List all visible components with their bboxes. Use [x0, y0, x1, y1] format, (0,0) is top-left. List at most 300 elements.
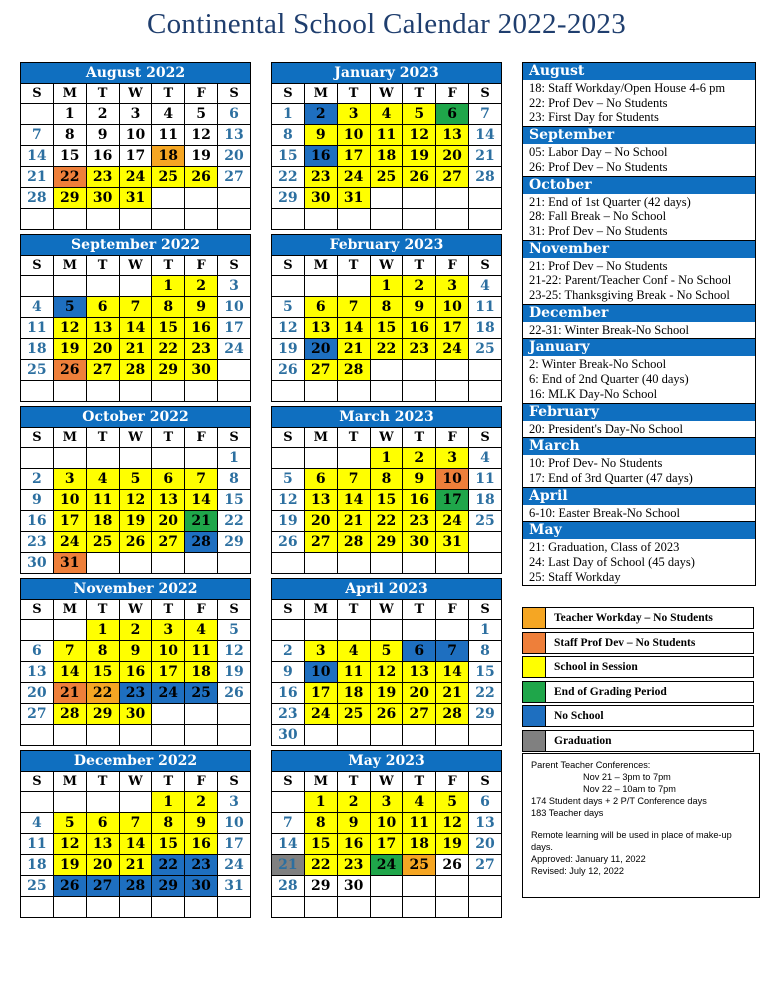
event-item: 24: Last Day of School (45 days): [529, 555, 695, 570]
weekday-label: T: [337, 600, 370, 620]
day-cell: 23: [272, 704, 305, 725]
teacher-days: 183 Teacher days: [531, 808, 604, 818]
day-cell: 2: [21, 469, 54, 490]
day-cell: 18: [185, 662, 218, 683]
month-calendar: [271, 406, 502, 574]
weekday-label: S: [272, 84, 305, 104]
day-cell: 26: [218, 683, 251, 704]
weekday-label: S: [21, 428, 54, 448]
day-cell: 11: [185, 641, 218, 662]
weekday-label: T: [152, 600, 185, 620]
day-cell: 17: [119, 146, 152, 167]
events-month-header: February: [523, 403, 755, 421]
day-cell: 12: [272, 318, 305, 339]
day-cell: [469, 725, 502, 746]
legend-label: End of Grading Period: [554, 685, 667, 698]
day-cell: 1: [370, 276, 403, 297]
day-cell: 4: [86, 469, 119, 490]
day-cell: 22: [218, 511, 251, 532]
day-cell: 12: [403, 125, 436, 146]
color-legend: [522, 607, 754, 754]
day-cell: 26: [185, 167, 218, 188]
day-cell: [403, 188, 436, 209]
weekday-label: T: [403, 600, 436, 620]
event-item: 6-10: Easter Break-No School: [529, 505, 681, 520]
day-cell: 25: [21, 360, 54, 381]
day-cell: 16: [119, 662, 152, 683]
day-cell: 20: [86, 855, 119, 876]
month-title: February 2023: [272, 235, 502, 256]
event-item: 21-22: Parent/Teacher Conf - No School: [529, 273, 732, 288]
day-cell: [469, 897, 502, 918]
legend-item: [522, 656, 754, 678]
day-cell: 21: [469, 146, 502, 167]
day-cell: 5: [272, 297, 305, 318]
day-cell: 21: [272, 855, 305, 876]
weekday-label: T: [86, 600, 119, 620]
ptc-time-1: Nov 21 – 3pm to 7pm: [583, 772, 671, 782]
day-cell: [403, 620, 436, 641]
day-cell: 29: [272, 188, 305, 209]
weekday-label: T: [86, 256, 119, 276]
day-cell: 28: [53, 704, 86, 725]
month-title: October 2022: [21, 407, 251, 428]
month-calendar: [271, 62, 502, 230]
day-cell: 22: [152, 339, 185, 360]
day-cell: 13: [86, 834, 119, 855]
weekday-label: T: [337, 772, 370, 792]
weekday-label: F: [185, 772, 218, 792]
day-cell: 10: [304, 662, 337, 683]
day-cell: 6: [403, 641, 436, 662]
day-cell: 3: [436, 448, 469, 469]
month-calendar: [20, 406, 251, 574]
day-cell: [86, 448, 119, 469]
legend-label: Graduation: [554, 734, 612, 747]
weekday-label: M: [304, 600, 337, 620]
day-cell: 26: [119, 532, 152, 553]
weekday-label: T: [337, 428, 370, 448]
day-cell: 23: [403, 339, 436, 360]
weekday-label: S: [218, 256, 251, 276]
day-cell: 17: [304, 683, 337, 704]
weekday-label: M: [304, 772, 337, 792]
day-cell: 11: [21, 318, 54, 339]
day-cell: [218, 360, 251, 381]
day-cell: 2: [185, 792, 218, 813]
day-cell: [337, 209, 370, 230]
day-cell: 12: [436, 813, 469, 834]
weekday-label: M: [53, 772, 86, 792]
day-cell: [53, 448, 86, 469]
day-cell: 11: [152, 125, 185, 146]
event-item: 17: End of 3rd Quarter (47 days): [529, 470, 693, 485]
weekday-label: T: [337, 256, 370, 276]
day-cell: 21: [337, 511, 370, 532]
month-title: April 2023: [272, 579, 502, 600]
day-cell: 26: [53, 876, 86, 897]
day-cell: 9: [119, 641, 152, 662]
student-days: 174 Student days + 2 P/T Conference days: [531, 796, 707, 806]
day-cell: 5: [119, 469, 152, 490]
month-title: September 2022: [21, 235, 251, 256]
day-cell: 15: [370, 490, 403, 511]
day-cell: 30: [86, 188, 119, 209]
day-cell: 24: [218, 339, 251, 360]
day-cell: 15: [304, 834, 337, 855]
day-cell: 28: [272, 876, 305, 897]
day-cell: 25: [86, 532, 119, 553]
day-cell: 30: [403, 532, 436, 553]
day-cell: [370, 188, 403, 209]
day-cell: 13: [218, 125, 251, 146]
day-cell: [403, 897, 436, 918]
day-cell: 26: [370, 704, 403, 725]
day-cell: [119, 381, 152, 402]
event-item: 21: Prof Dev – No Students: [529, 258, 668, 273]
weekday-label: F: [436, 600, 469, 620]
day-cell: 9: [337, 813, 370, 834]
day-cell: 22: [86, 683, 119, 704]
day-cell: 19: [53, 339, 86, 360]
legend-swatch: [523, 633, 546, 653]
day-cell: 19: [370, 683, 403, 704]
day-cell: [152, 553, 185, 574]
day-cell: 1: [370, 448, 403, 469]
day-cell: [370, 876, 403, 897]
day-cell: [403, 360, 436, 381]
day-cell: 16: [272, 683, 305, 704]
day-cell: [21, 792, 54, 813]
day-cell: 3: [218, 792, 251, 813]
day-cell: 8: [152, 297, 185, 318]
day-cell: 21: [119, 855, 152, 876]
legend-swatch: [523, 608, 546, 628]
day-cell: [370, 209, 403, 230]
day-cell: [21, 897, 54, 918]
day-cell: [337, 381, 370, 402]
day-cell: [304, 209, 337, 230]
day-cell: 6: [304, 297, 337, 318]
day-cell: 6: [21, 641, 54, 662]
weekday-label: S: [469, 772, 502, 792]
event-item: 25: Staff Workday: [529, 569, 621, 584]
weekday-label: W: [370, 600, 403, 620]
day-cell: 21: [119, 339, 152, 360]
weekday-label: M: [53, 256, 86, 276]
day-cell: 18: [86, 511, 119, 532]
day-cell: 30: [304, 188, 337, 209]
day-cell: 15: [152, 318, 185, 339]
day-cell: [272, 448, 305, 469]
day-cell: 23: [185, 339, 218, 360]
day-cell: 8: [469, 641, 502, 662]
weekday-label: M: [304, 84, 337, 104]
day-cell: 6: [86, 813, 119, 834]
day-cell: 28: [436, 704, 469, 725]
day-cell: 23: [86, 167, 119, 188]
day-cell: 27: [21, 704, 54, 725]
day-cell: 13: [86, 318, 119, 339]
day-cell: [218, 381, 251, 402]
day-cell: 16: [304, 146, 337, 167]
day-cell: 13: [21, 662, 54, 683]
day-cell: 13: [436, 125, 469, 146]
day-cell: 4: [403, 792, 436, 813]
weekday-label: W: [119, 256, 152, 276]
day-cell: [86, 276, 119, 297]
month-calendar: [271, 234, 502, 402]
day-cell: [185, 897, 218, 918]
day-cell: 17: [370, 834, 403, 855]
day-cell: 5: [436, 792, 469, 813]
day-cell: 12: [370, 662, 403, 683]
weekday-label: M: [304, 428, 337, 448]
day-cell: 10: [436, 297, 469, 318]
day-cell: [436, 620, 469, 641]
day-cell: 20: [304, 511, 337, 532]
day-cell: 20: [218, 146, 251, 167]
day-cell: [185, 725, 218, 746]
weekday-label: W: [119, 84, 152, 104]
day-cell: 9: [185, 297, 218, 318]
day-cell: [53, 276, 86, 297]
day-cell: [436, 360, 469, 381]
month-calendar: [20, 750, 251, 918]
month-title: December 2022: [21, 751, 251, 772]
day-cell: 20: [152, 511, 185, 532]
event-item: 20: President's Day-No School: [529, 421, 683, 436]
day-cell: 1: [152, 792, 185, 813]
day-cell: [469, 553, 502, 574]
day-cell: [403, 209, 436, 230]
day-cell: 18: [21, 339, 54, 360]
day-cell: [469, 188, 502, 209]
day-cell: 25: [370, 167, 403, 188]
day-cell: 2: [403, 448, 436, 469]
day-cell: 21: [53, 683, 86, 704]
day-cell: 30: [21, 553, 54, 574]
day-cell: 14: [436, 662, 469, 683]
day-cell: 18: [152, 146, 185, 167]
day-cell: 24: [436, 339, 469, 360]
day-cell: [21, 276, 54, 297]
day-cell: 8: [53, 125, 86, 146]
day-cell: 23: [337, 855, 370, 876]
day-cell: [218, 704, 251, 725]
weekday-label: S: [469, 84, 502, 104]
day-cell: 26: [53, 360, 86, 381]
day-cell: 9: [86, 125, 119, 146]
day-cell: 15: [218, 490, 251, 511]
day-cell: [304, 553, 337, 574]
weekday-label: S: [469, 600, 502, 620]
day-cell: [337, 725, 370, 746]
events-month-header: May: [523, 521, 755, 539]
day-cell: 24: [218, 855, 251, 876]
legend-item: [522, 730, 754, 752]
revised-date: Revised: July 12, 2022: [531, 866, 624, 876]
day-cell: 21: [185, 511, 218, 532]
legend-item: [522, 632, 754, 654]
day-cell: 20: [436, 146, 469, 167]
day-cell: 23: [119, 683, 152, 704]
day-cell: [436, 188, 469, 209]
day-cell: [469, 381, 502, 402]
day-cell: 14: [272, 834, 305, 855]
day-cell: [218, 553, 251, 574]
day-cell: [469, 876, 502, 897]
day-cell: 28: [21, 188, 54, 209]
day-cell: 24: [304, 704, 337, 725]
day-cell: 12: [53, 834, 86, 855]
day-cell: [185, 209, 218, 230]
day-cell: [304, 276, 337, 297]
day-cell: 2: [185, 276, 218, 297]
day-cell: 3: [53, 469, 86, 490]
notes-box: [522, 753, 760, 898]
day-cell: [337, 448, 370, 469]
day-cell: 23: [403, 511, 436, 532]
day-cell: 12: [119, 490, 152, 511]
day-cell: 7: [469, 104, 502, 125]
day-cell: 19: [403, 146, 436, 167]
day-cell: 16: [185, 318, 218, 339]
day-cell: 19: [53, 855, 86, 876]
day-cell: 8: [370, 469, 403, 490]
day-cell: 8: [218, 469, 251, 490]
weekday-label: F: [436, 256, 469, 276]
day-cell: 3: [152, 620, 185, 641]
day-cell: [304, 725, 337, 746]
day-cell: 15: [53, 146, 86, 167]
day-cell: 22: [469, 683, 502, 704]
day-cell: 24: [152, 683, 185, 704]
day-cell: 18: [337, 683, 370, 704]
day-cell: 29: [304, 876, 337, 897]
day-cell: 7: [436, 641, 469, 662]
day-cell: 19: [272, 511, 305, 532]
month-title: May 2023: [272, 751, 502, 772]
event-item: 28: Fall Break – No School: [529, 209, 667, 224]
weekday-label: S: [272, 256, 305, 276]
day-cell: [119, 209, 152, 230]
day-cell: [185, 448, 218, 469]
weekday-label: T: [86, 428, 119, 448]
day-cell: 21: [436, 683, 469, 704]
day-cell: 27: [304, 532, 337, 553]
day-cell: [337, 897, 370, 918]
weekday-label: T: [152, 772, 185, 792]
day-cell: 29: [218, 532, 251, 553]
weekday-label: T: [403, 772, 436, 792]
weekday-label: T: [152, 84, 185, 104]
day-cell: 15: [370, 318, 403, 339]
day-cell: 30: [185, 360, 218, 381]
day-cell: [403, 876, 436, 897]
day-cell: 27: [86, 876, 119, 897]
weekday-label: F: [436, 84, 469, 104]
day-cell: 19: [218, 662, 251, 683]
day-cell: 28: [119, 360, 152, 381]
month-title: January 2023: [272, 63, 502, 84]
day-cell: 22: [370, 511, 403, 532]
event-item: 22: Prof Dev – No Students: [529, 95, 668, 110]
day-cell: 28: [469, 167, 502, 188]
day-cell: [86, 792, 119, 813]
weekday-label: W: [370, 428, 403, 448]
day-cell: 10: [53, 490, 86, 511]
day-cell: 9: [403, 297, 436, 318]
day-cell: 18: [469, 318, 502, 339]
ptc-time-2: Nov 22 – 10am to 7pm: [583, 784, 676, 794]
legend-label: School in Session: [554, 661, 638, 673]
day-cell: 28: [337, 532, 370, 553]
day-cell: 17: [218, 318, 251, 339]
day-cell: 31: [53, 553, 86, 574]
day-cell: [21, 381, 54, 402]
events-month-header: November: [523, 240, 755, 258]
day-cell: 20: [86, 339, 119, 360]
day-cell: 10: [337, 125, 370, 146]
weekday-label: T: [86, 772, 119, 792]
day-cell: [53, 725, 86, 746]
day-cell: 19: [119, 511, 152, 532]
month-title: November 2022: [21, 579, 251, 600]
day-cell: [370, 381, 403, 402]
day-cell: 16: [403, 318, 436, 339]
day-cell: 7: [185, 469, 218, 490]
day-cell: 10: [119, 125, 152, 146]
day-cell: 20: [403, 683, 436, 704]
weekday-label: S: [469, 428, 502, 448]
day-cell: 4: [370, 104, 403, 125]
weekday-label: M: [53, 600, 86, 620]
day-cell: [436, 725, 469, 746]
day-cell: 30: [272, 725, 305, 746]
day-cell: [218, 897, 251, 918]
event-item: 05: Labor Day – No School: [529, 145, 668, 160]
day-cell: 11: [469, 297, 502, 318]
day-cell: 25: [403, 855, 436, 876]
day-cell: 17: [436, 318, 469, 339]
day-cell: [469, 532, 502, 553]
day-cell: 14: [53, 662, 86, 683]
weekday-label: S: [218, 84, 251, 104]
day-cell: 12: [218, 641, 251, 662]
day-cell: 7: [272, 813, 305, 834]
weekday-label: T: [152, 428, 185, 448]
day-cell: 10: [218, 297, 251, 318]
weekday-label: S: [21, 772, 54, 792]
month-calendar: [20, 62, 251, 230]
day-cell: 11: [21, 834, 54, 855]
day-cell: 14: [119, 318, 152, 339]
day-cell: 25: [185, 683, 218, 704]
day-cell: 6: [304, 469, 337, 490]
day-cell: 24: [370, 855, 403, 876]
day-cell: [403, 381, 436, 402]
day-cell: 11: [370, 125, 403, 146]
day-cell: 19: [436, 834, 469, 855]
day-cell: 8: [304, 813, 337, 834]
day-cell: [86, 553, 119, 574]
day-cell: [272, 620, 305, 641]
day-cell: 25: [21, 876, 54, 897]
day-cell: 22: [272, 167, 305, 188]
day-cell: 18: [21, 855, 54, 876]
day-cell: 3: [370, 792, 403, 813]
